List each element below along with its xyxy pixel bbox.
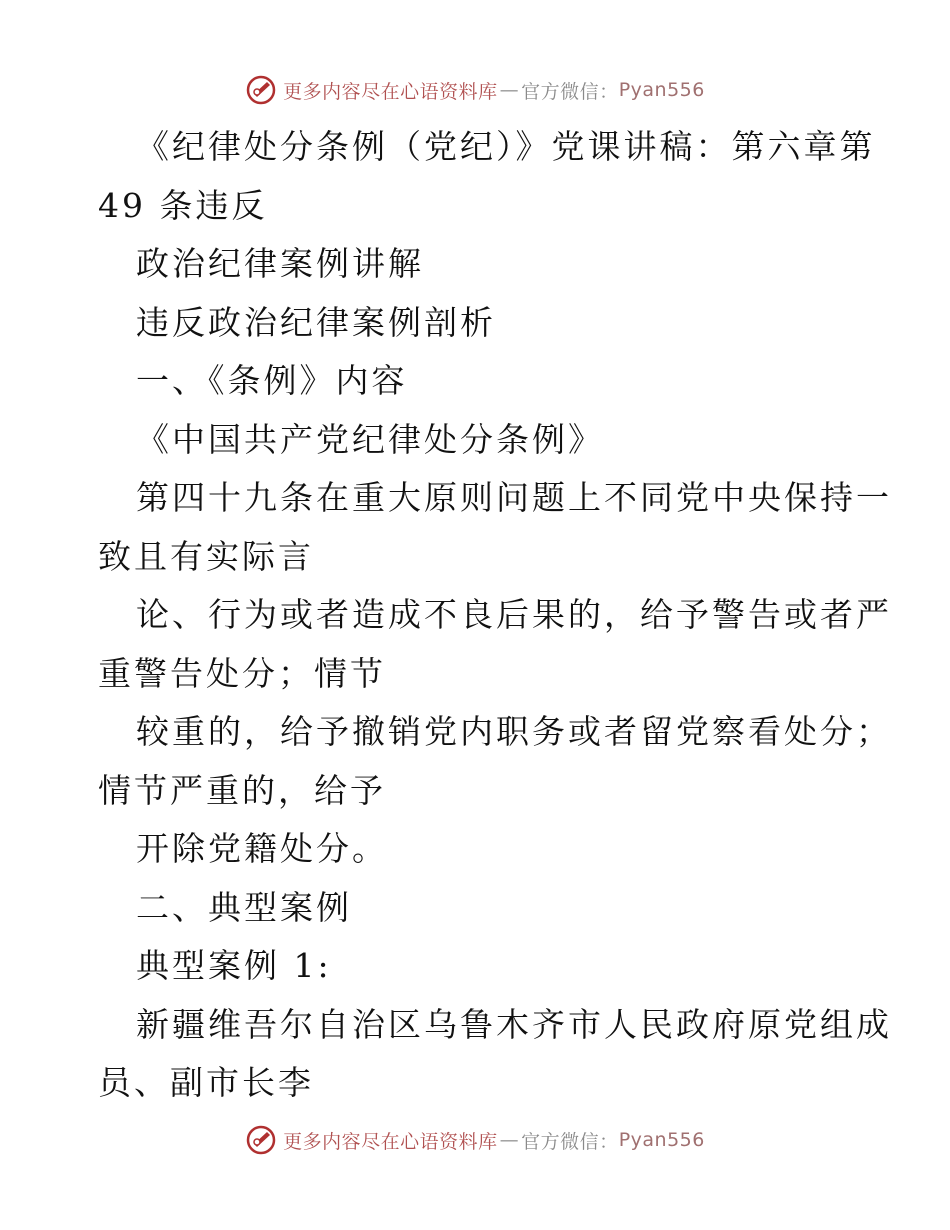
brand-logo-icon — [245, 74, 277, 106]
watermark-label: 官方微信： — [521, 80, 619, 103]
header-watermark — [0, 70, 950, 110]
article-line-6: 情节严重的，给予 — [98, 770, 386, 810]
case-line-1: 新疆维吾尔自治区乌鲁木齐市人民政府原党组成 — [136, 1004, 892, 1044]
article-line-5: 较重的，给予撤销党内职务或者留党察看处分； — [136, 712, 892, 751]
case-line-2: 员、副市长李 — [98, 1063, 314, 1102]
subtitle-line: 政治纪律案例讲解 — [136, 244, 424, 283]
title-line-2: 49 条违反 — [98, 185, 268, 225]
watermark-label: 官方微信： — [521, 1130, 619, 1153]
regulation-name: 《中国共产党纪律处分条例》 — [136, 419, 604, 459]
watermark-separator: — — [499, 1129, 520, 1151]
document-body — [98, 118, 892, 1113]
watermark-id: Pyan556 — [618, 79, 705, 101]
watermark-separator: — — [499, 79, 520, 101]
case-label: 典型案例 1: — [136, 946, 332, 985]
article-line-2: 致且有实际言 — [98, 536, 314, 576]
heading-one: 一、《条例》内容 — [136, 361, 408, 400]
article-line-1: 第四十九条在重大原则问题上不同党中央保持一 — [136, 478, 892, 517]
article-line-3: 论、行为或者造成不良后果的，给予警告或者严 — [136, 595, 892, 634]
heading-two: 二、典型案例 — [136, 887, 352, 927]
article-line-7: 开除党籍处分。 — [136, 829, 388, 868]
article-line-4: 重警告处分；情节 — [98, 653, 386, 693]
section-heading: 违反政治纪律案例剖析 — [136, 302, 496, 342]
watermark-brand: 更多内容尽在心语资料库 — [283, 1130, 498, 1153]
watermark-id: Pyan556 — [618, 1129, 705, 1151]
brand-logo-icon — [245, 1124, 277, 1156]
watermark-brand: 更多内容尽在心语资料库 — [283, 80, 498, 103]
title-line-1: 《纪律处分条例（党纪）》党课讲稿：第六章第 — [136, 127, 876, 166]
footer-watermark — [0, 1120, 950, 1160]
